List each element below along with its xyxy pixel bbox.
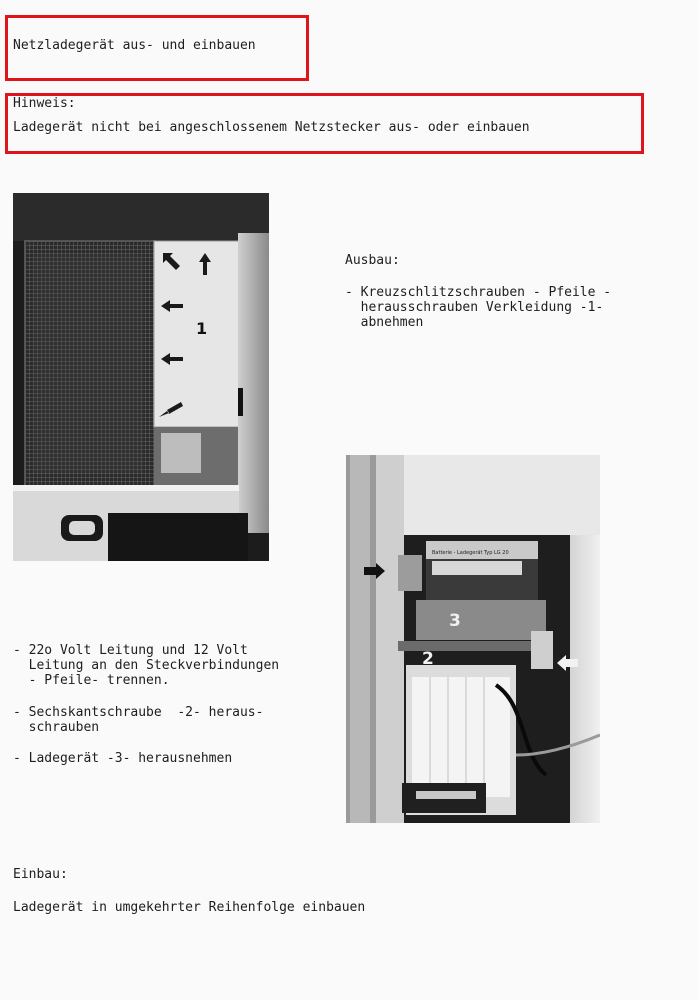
step-disconnect-cables: - 22o Volt Leitung und 12 Volt Leitung an den Steckverbindungen - Pfeile- trennen. (13, 643, 280, 688)
step-remove-hex-screw: - Sechskantschraube -2- heraus- schrauben (13, 705, 264, 735)
photo-label-3: 3 (449, 611, 461, 631)
photo-label-2: 2 (422, 649, 434, 669)
note-text: Ladegerät nicht bei angeschlossenem Netzstecker aus- oder einbauen (13, 120, 530, 135)
ausbau-step-1: - Kreuzschlitzschrauben - Pfeile - herausschrauben Verkleidung -1- abnehmen (345, 285, 612, 330)
einbau-heading: Einbau: (13, 867, 68, 882)
photo-charger (346, 455, 600, 823)
step-remove-charger: - Ladegerät -3- herausnehmen (13, 751, 233, 766)
page-title: Netzladegerät aus- und einbauen (13, 38, 256, 53)
photo-label-1: 1 (196, 319, 208, 338)
photo-cover-panel (13, 193, 269, 561)
einbau-text: Ladegerät in umgekehrter Reihenfolge einbauen (13, 900, 366, 915)
note-label: Hinweis: (13, 96, 76, 111)
ausbau-heading: Ausbau: (345, 253, 400, 268)
device-plate-text: Batterie - Ladegerät Typ LG 20 (432, 550, 509, 556)
